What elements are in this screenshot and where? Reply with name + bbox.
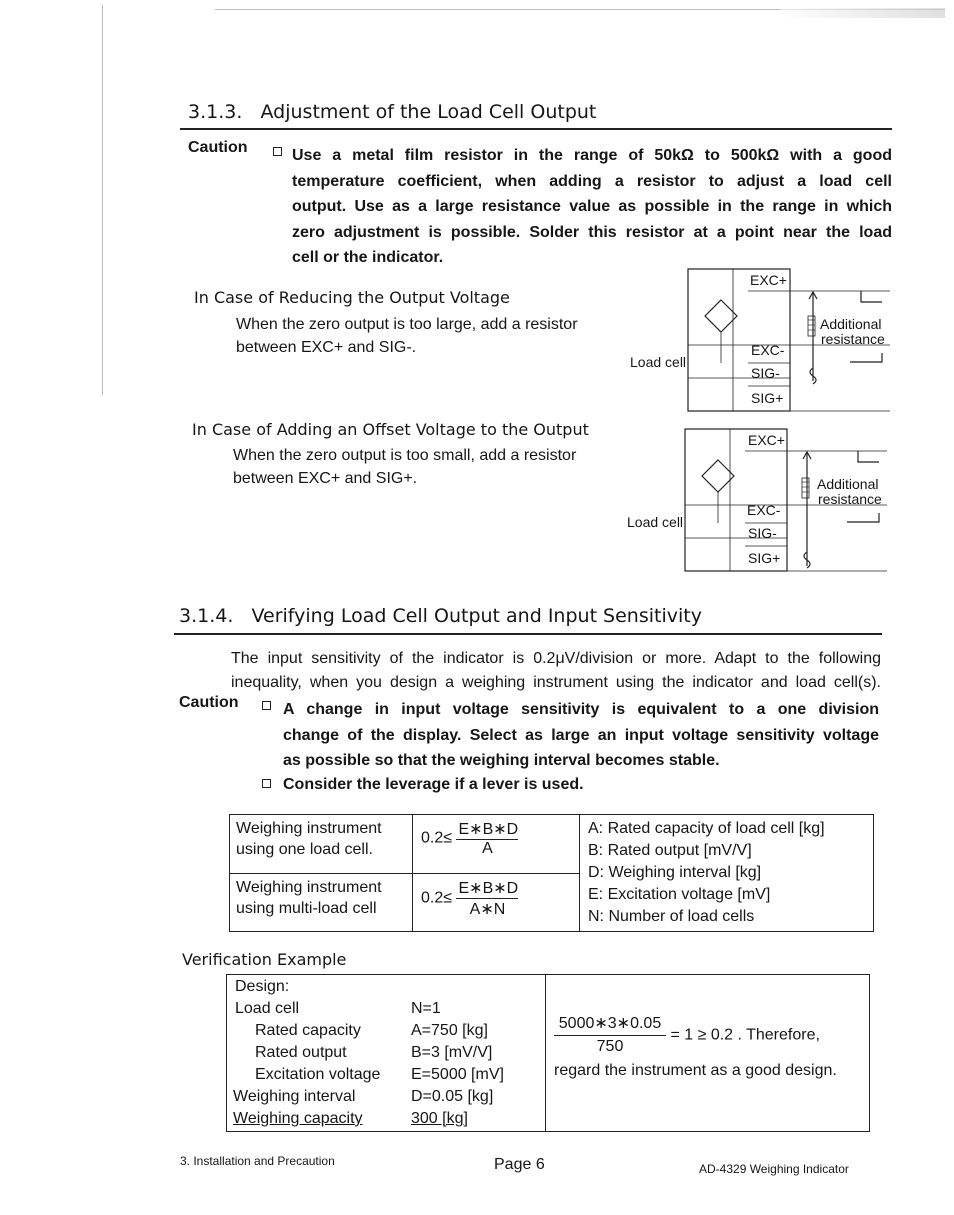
design-value: E=5000 [mV] (411, 1066, 504, 1083)
resistance-label: resistance (818, 491, 882, 507)
design-label: Weighing interval (233, 1088, 356, 1105)
caution-314-text-2: Consider the leverage if a lever is used. (283, 776, 584, 793)
exc-minus-label: EXC- (747, 502, 781, 518)
design-cell (227, 975, 546, 1132)
design-value: D=0.05 [kg] (411, 1088, 494, 1105)
caution-line: temperature coefficient, when adding a resistor to adjust a load cell (292, 172, 892, 190)
exc-plus-label: EXC+ (748, 432, 785, 448)
bullet-icon (262, 701, 271, 710)
calc-cell (546, 975, 870, 1132)
calc-result: = 1 ≥ 0.2 . Therefore, (670, 1026, 820, 1044)
row1-fraction (456, 819, 518, 858)
verification-heading: Verification Example (182, 950, 347, 969)
sig-plus-label: SIG+ (751, 390, 784, 406)
section-313-title: 3.1.3. Adjustment of the Load Cell Output (188, 101, 597, 123)
design-label: Weighing capacity (233, 1110, 363, 1127)
offset-line: between EXC+ and SIG+. (233, 470, 418, 487)
row2-formula-cell (413, 873, 580, 932)
sig-minus-label: SIG- (751, 365, 780, 381)
additional-label: Additional (820, 316, 882, 332)
caution-line: A change in input voltage sensitivity is equivalent to a one division (283, 701, 879, 718)
intro-line: inequality, when you design a weighing instrument using the indicator and load cell(s). (231, 674, 881, 691)
caution-text (292, 143, 892, 271)
scan-left-edge (102, 5, 103, 395)
design-label: Design: (235, 978, 290, 995)
row1-label: Weighing instrument (236, 820, 382, 837)
caution-line: Use a metal film resistor in the range of 50kΩ to 500kΩ with a good (292, 147, 892, 164)
bullet-icon (273, 147, 282, 156)
row2-denominator: A∗N (469, 900, 506, 918)
design-value: B=3 [mV/V] (411, 1044, 493, 1061)
section-314-title: 3.1.4. Verifying Load Cell Output and Input Sensitivity (179, 605, 702, 627)
row1-label-cell (230, 815, 413, 874)
design-value: A=750 [kg] (411, 1022, 488, 1039)
exc-plus-label: EXC+ (750, 272, 787, 288)
caution-label-314: Caution (179, 694, 239, 711)
row2-label-cell (230, 873, 413, 932)
sig-plus-label: SIG+ (748, 550, 781, 566)
design-value: 300 [kg] (411, 1110, 468, 1127)
design-value: N=1 (411, 1000, 441, 1017)
caution-label: Caution (188, 139, 248, 156)
caution-line: change of the display. Select as large an input voltage sensitivity voltage (283, 726, 879, 744)
legend-item: B: Rated output [mV/V] (588, 842, 752, 859)
intro-line: The input sensitivity of the indicator is 0.2μV/division or more. Adapt to the following (231, 650, 881, 667)
offset-heading: In Case of Adding an Offset Voltage to the Output (192, 420, 589, 439)
row1-formula-cell (413, 815, 580, 874)
wiring-diagram-reduce (620, 268, 890, 416)
offset-text (233, 444, 576, 490)
legend-item: E: Excitation voltage [mV] (588, 886, 771, 903)
footer-right: AD-4329 Weighing Indicator (699, 1162, 849, 1176)
legend-item: N: Number of load cells (588, 908, 755, 925)
load-cell-label: Load cell (630, 354, 687, 370)
caution-line: zero adjustment is possible. Solder this resistor at a point near the load (292, 223, 892, 241)
caution-314-text (283, 697, 879, 774)
resistance-label: resistance (821, 331, 885, 347)
design-grid (231, 998, 504, 1130)
footer-left: 3. Installation and Precaution (180, 1154, 335, 1168)
row2-numerator: E∗B∗D (458, 879, 519, 897)
row1-prefix: 0.2≤ (421, 829, 453, 847)
caution-line: output. Use as a large resistance value as possible in the range in which (292, 198, 892, 215)
load-cell-label: Load cell (627, 514, 684, 530)
verification-table (226, 974, 870, 1132)
exc-minus-label: EXC- (751, 342, 785, 358)
row1-label: using one load cell. (236, 841, 373, 858)
design-label: Load cell (235, 1000, 300, 1017)
caution-line: cell or the indicator. (292, 249, 444, 266)
legend-item: A: Rated capacity of load cell [kg] (588, 820, 825, 837)
bullet-icon (262, 779, 271, 788)
footer-page: Page 6 (494, 1156, 545, 1173)
row2-label: Weighing instrument (236, 878, 382, 896)
caution-line: as possible so that the weighing interval becomes stable. (283, 752, 720, 769)
additional-label: Additional (817, 476, 879, 492)
section-314-rule (174, 633, 882, 635)
legend-cell (580, 815, 874, 932)
design-label: Excitation voltage (255, 1066, 381, 1083)
wiring-diagram-offset (617, 428, 887, 576)
section-314-intro (231, 647, 881, 695)
calc-line (554, 1013, 863, 1058)
row2-label: using multi-load cell (236, 899, 377, 917)
reduce-line: When the zero output is too large, add a resistor (236, 316, 578, 333)
row2-fraction (456, 878, 518, 919)
calc-denominator: 750 (596, 1038, 624, 1055)
reduce-text (236, 313, 578, 359)
scan-top-shade (780, 8, 945, 18)
offset-line: When the zero output is too small, add a resistor (233, 447, 577, 464)
row2-prefix: 0.2≤ (421, 889, 453, 906)
inequality-table (229, 814, 874, 932)
row1-numerator: E∗B∗D (458, 821, 519, 838)
calc-numerator: 5000∗3∗0.05 (554, 1013, 666, 1036)
design-label: Rated capacity (255, 1022, 361, 1039)
design-label: Rated output (255, 1044, 347, 1061)
sig-minus-label: SIG- (748, 525, 777, 541)
section-313-rule (180, 128, 892, 130)
row1-denominator: A (482, 840, 493, 857)
legend-item: D: Weighing interval [kg] (588, 864, 762, 881)
reduce-line: between EXC+ and SIG-. (236, 339, 417, 356)
reduce-heading: In Case of Reducing the Output Voltage (194, 288, 510, 307)
calc-conclusion: regard the instrument as a good design. (554, 1062, 837, 1079)
calc-fraction (554, 1013, 666, 1058)
